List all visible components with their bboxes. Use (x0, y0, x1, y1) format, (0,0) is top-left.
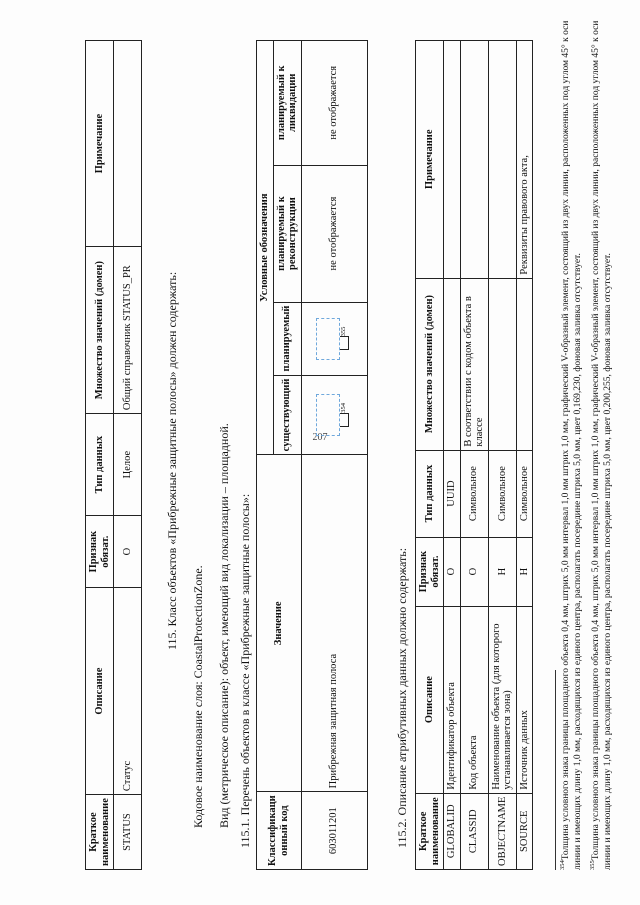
col-symbols: Условные обозначения (257, 41, 274, 455)
col-description: Описание (86, 588, 114, 795)
cell-value: Прибрежная защитная полоса (301, 455, 367, 792)
cell-req: О (114, 516, 142, 588)
layer-code: Кодовое наименование слоя: CoastalProtectionZone. (191, 565, 205, 828)
col-data-type: Тип данных (86, 414, 114, 516)
cell-domain: Общий справочник STATUS_PR (114, 247, 142, 414)
page-number: 207 (312, 432, 328, 443)
footnote-ref-355: 355 (339, 326, 347, 337)
object-list-table (256, 40, 368, 870)
sub-liquidation: планируемый к ликвидации (273, 41, 301, 166)
cell-desc: Статус (114, 588, 142, 795)
sub-reconstruction: планируемый к реконструкции (273, 165, 301, 302)
table-row: GLOBALID Идентификатор объекта О UUID (444, 41, 461, 870)
cell-planned-symbol (301, 302, 367, 375)
col-description: Описание (416, 606, 444, 793)
geometry-description: Вид (метрическое описание): объект, имеющий вид локализации – площадной. (217, 423, 231, 828)
footnote-ref-354: 354 (339, 403, 347, 413)
col-required: Признак обязат. (416, 537, 444, 606)
table-row: OBJECTNAME Наименование объекта (для которого устанавливается зона) Н Символьное (488, 41, 516, 870)
table-row: SOURCE Источник данных Н Символьное Реквизиты правового акта, (516, 41, 533, 870)
planned-zone-symbol (316, 318, 340, 360)
col-class-code: Классификаци онный код (257, 792, 302, 870)
list-title: 115.1. Перечень объектов в классе «Прибрежные защитные полосы»: (238, 493, 252, 848)
col-data-type: Тип данных (416, 450, 444, 537)
existing-zone-symbol (316, 394, 340, 436)
col-required: Признак обязат. (86, 516, 114, 588)
cell-existing-symbol (301, 375, 367, 455)
cell-note (114, 41, 142, 247)
col-note: Примечание (416, 41, 444, 279)
col-short-name: Краткое наименование (416, 793, 444, 869)
cell-short: STATUS (114, 795, 142, 870)
sub-planned: планируемый (273, 302, 301, 375)
col-short-name: Краткое наименование (86, 795, 114, 870)
status-attribute-table (85, 40, 142, 870)
rotated-page-content (65, 0, 625, 900)
section-title: 115. Класс объектов «Прибрежные защитные полосы» должен содержать: (165, 271, 179, 650)
cell-type: Целое (114, 414, 142, 516)
col-domain: Множество значений (домен) (416, 278, 444, 450)
footnote-354: $^{354}$Толщина условного знака границы площадного объекта 0,4 мм, штрих 5,0 мм интервал 1,0 мм штрих 1,0 мм, графический V-образный элемент, состоящий из двух линии, расположенных под углом 45° к оси линии и имеющих длину 1,0 мм, расходящихся из единого центра, располагать посередине штриха 5,0 мм, цвет 0,169,230, фоновая заливка отсутствует. (559, 20, 583, 870)
col-note: Примечание (86, 41, 114, 247)
cell-liquidation: не отображается (301, 41, 367, 166)
attribute-table (415, 40, 533, 870)
footnote-separator (555, 670, 556, 870)
table-row: CLASSID Код объекта О Символьное В соответствии с кодом объекта в классе (460, 41, 488, 870)
cell-reconstruction: не отображается (301, 165, 367, 302)
col-value: Значение (257, 455, 302, 792)
cell-code: 603011201 (301, 792, 367, 870)
footnote-355: $^{355}$Толщина условного знака границы площадного объекта 0,4 мм, штрих 5,0 мм интервал 1,0 мм штрих 1,0 мм, графический V-образный элемент, состоящий из двух линии, расположенных под углом 45° к оси линии и имеющих длину 1,0 мм, расходящихся из единого центра, располагать посередине штриха 5,0 мм, цвет 0,200,255, фоновая заливка отсутствует. (589, 20, 613, 870)
attributes-title: 115.2. Описание атрибутивных данных должно содержать: (395, 547, 409, 848)
col-domain: Множество значений (домен) (86, 247, 114, 414)
sub-existing: существующий (273, 375, 301, 455)
